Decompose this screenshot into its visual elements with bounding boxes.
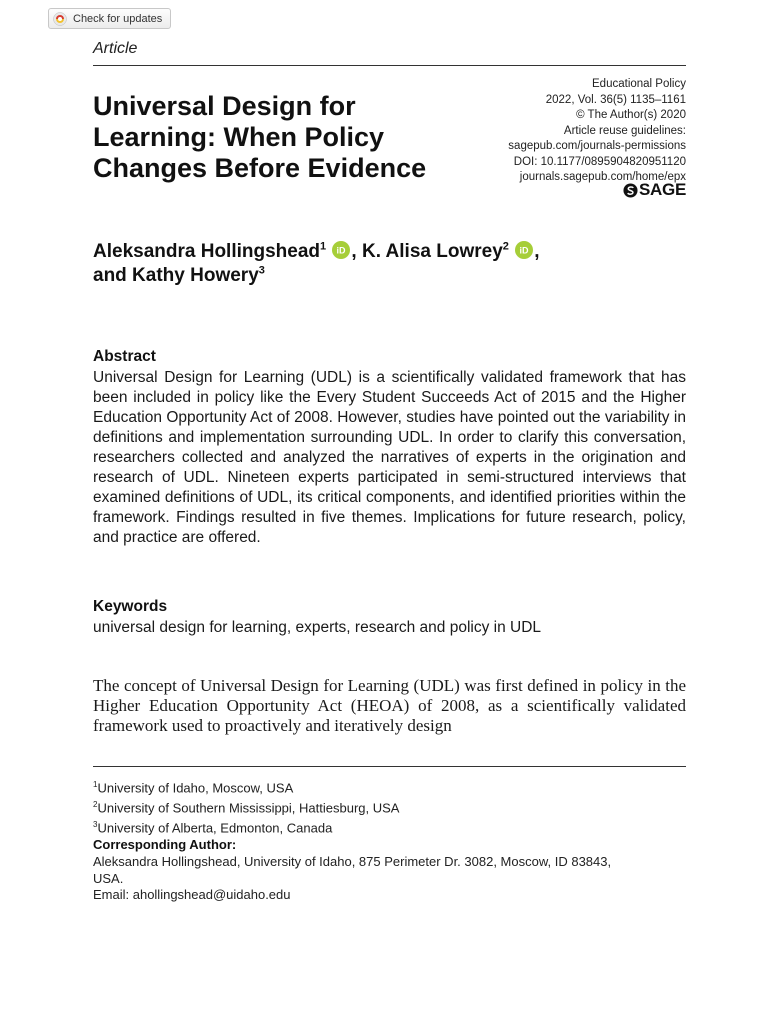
author-1-affiliation: 1 xyxy=(320,240,327,253)
author-2-name: K. Alisa Lowrey xyxy=(361,241,503,262)
permissions-link[interactable]: sagepub.com/journals-permissions xyxy=(508,140,686,152)
sage-logo xyxy=(623,180,686,200)
affiliation-item: $^1$University of Idaho, Moscow, USA xyxy=(93,780,294,796)
check-for-updates-label: Check for updates xyxy=(73,12,163,25)
crossmark-icon xyxy=(53,12,67,26)
author-3-name: and Kathy Howery xyxy=(93,265,259,286)
abstract-text: Universal Design for Learning (UDL) is a scientifically validated framework that has been included in policy like the Every Student Succeeds Act of 2015 and the Higher Education Opportunity Act of 2008. However, studies have pointed out the variability in definitions and implementation surrounding UDL. In order to clarify this conversation, researchers collected and analyzed the narratives of experts in the origination and research of UDL. Nineteen experts participated in semi-structured interviews that examined definitions of UDL, its critical components, and identified priorities within the framework. Findings resulted in five themes. Implications for future research, policy, and practice are offered. xyxy=(93,369,686,546)
orcid-icon[interactable] xyxy=(515,241,533,259)
author-list xyxy=(93,240,693,288)
svg-text:iD: iD xyxy=(519,245,529,256)
journal-volume: 2022, Vol. 36(5) 1135–1161 xyxy=(545,93,686,106)
author-line-2 xyxy=(93,264,693,288)
journal-copyright: © The Author(s) 2020 xyxy=(576,109,686,121)
article-title xyxy=(93,91,493,184)
reuse-guidelines-label: Article reuse guidelines: xyxy=(563,124,686,137)
title-line-1: Universal Design for xyxy=(93,91,356,121)
header-divider xyxy=(93,65,686,66)
journal-metadata xyxy=(508,77,686,186)
affiliation-item: $^2$University of Southern Mississippi, Hattiesburg, USA xyxy=(93,799,400,816)
corresponding-address: Aleksandra Hollingshead, University of Idaho, 875 Perimeter Dr. 3082, Moscow, ID 83843, xyxy=(93,854,612,869)
author-2-affiliation: 2 xyxy=(502,240,509,253)
svg-text:iD: iD xyxy=(336,245,346,256)
keywords-heading: Keywords xyxy=(93,598,168,615)
doi-link[interactable]: DOI: 10.1177/0895904820951120 xyxy=(513,155,686,168)
author-line-1: Aleksandra Hollingshead$^1$ iD , K. Alisa Lowrey$^2$ iD , xyxy=(93,240,540,262)
orcid-icon[interactable] xyxy=(332,241,350,259)
author-3-affiliation: 3 xyxy=(258,264,265,277)
corresponding-country: USA. xyxy=(93,870,124,886)
corresponding-author-details xyxy=(93,854,686,904)
affiliation-item: $^3$University of Alberta, Edmonton, Canada xyxy=(93,819,333,835)
journal-name: Educational Policy xyxy=(592,78,686,90)
affiliations-list xyxy=(93,777,399,836)
abstract-heading: Abstract xyxy=(93,348,156,365)
journal-homepage-link[interactable]: journals.sagepub.com/home/epx xyxy=(519,171,686,183)
corresponding-email-link[interactable]: Email: ahollingshead@uidaho.edu xyxy=(93,887,291,902)
article-type-label: Article xyxy=(93,40,138,57)
footnote-divider xyxy=(93,766,686,767)
corresponding-author-heading: Corresponding Author: xyxy=(93,837,237,852)
title-line-2: Learning: When Policy xyxy=(93,122,385,152)
sage-mark-icon xyxy=(623,183,638,198)
title-line-3: Changes Before Evidence xyxy=(93,153,427,183)
keywords-text: universal design for learning, experts, research and policy in UDL xyxy=(93,619,542,636)
author-1-name: Aleksandra Hollingshead xyxy=(93,241,321,262)
sage-logo-text: SAGE xyxy=(639,180,686,199)
body-paragraph: The concept of Universal Design for Learning (UDL) was first defined in policy in the Higher Education Opportunity Act (HEOA) of 2008, as a scientifically validated framework used to proactively and iteratively design xyxy=(93,676,686,735)
check-for-updates-button[interactable] xyxy=(48,8,171,29)
